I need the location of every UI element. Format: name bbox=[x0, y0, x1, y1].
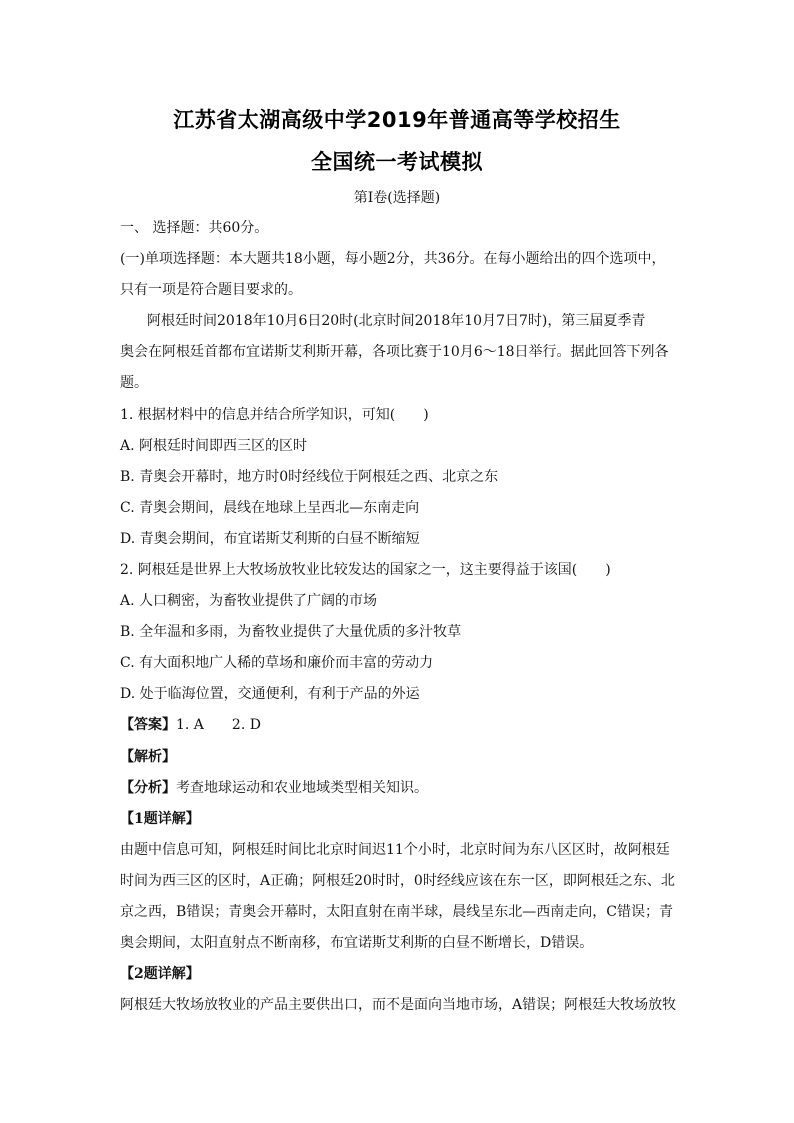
passage-line: 阿根廷时间2018年10月6日20时(北京时间2018年10月7日7时)，第三届夏季青 bbox=[147, 313, 646, 329]
fenxi-text: 考查地球运动和农业地域类型相关知识。 bbox=[176, 780, 428, 796]
question-1-option-c: C. 青奥会期间，晨线在地球上呈西北—东南走向 bbox=[120, 500, 420, 516]
question-1-option-b: B. 青奥会开幕时，地方时0时经线位于阿根廷之西、北京之东 bbox=[120, 469, 499, 485]
question-2: 2. 阿根廷是世界上大牧场放牧业比较发达的国家之一，这主要得益于该国( ) bbox=[120, 562, 611, 578]
passage-line: 奥会在阿根廷首都布宜诺斯艾利斯开幕，各项比赛于10月6～18日举行。据此回答下列各 bbox=[120, 344, 669, 360]
instruction-line: (一)单项选择题：本大题共18小题，每小题2分，共36分。在每小题给出的四个选项中， bbox=[120, 251, 666, 267]
passage-line: 题。 bbox=[120, 375, 148, 391]
question-2-option-c: C. 有大面积地广人稀的草场和廉价而丰富的劳动力 bbox=[120, 655, 434, 671]
analysis-tag: 【解析】 bbox=[120, 749, 176, 765]
answer-value: 1. A 2. D bbox=[176, 717, 261, 733]
question-1: 1. 根据材料中的信息并结合所学知识，可知( ) bbox=[120, 407, 429, 423]
detail-1-line: 京之西，B错误；青奥会开幕时，太阳直射在南半球，晨线呈东北—西南走向，C错误；青 bbox=[120, 904, 673, 920]
question-2-option-b: B. 全年温和多雨，为畜牧业提供了大量优质的多汁牧草 bbox=[120, 624, 462, 640]
answer-tag: 【答案】 bbox=[120, 717, 176, 733]
section-heading: 一、 选择题：共60分。 bbox=[120, 220, 269, 236]
fenxi-line bbox=[120, 779, 428, 797]
answer-line bbox=[120, 716, 261, 734]
detail-2-line: 阿根廷大牧场放牧业的产品主要供出口，而不是面向当地市场，A错误；阿根廷大牧场放牧 bbox=[120, 997, 677, 1013]
question-2-option-d: D. 处于临海位置，交通便利，有利于产品的外运 bbox=[120, 686, 420, 702]
volume-heading: 第Ⅰ卷(选择题) bbox=[353, 190, 441, 206]
question-1-option-d: D. 青奥会期间，布宜诺斯艾利斯的白昼不断缩短 bbox=[120, 531, 420, 547]
instruction-line: 只有一项是符合题目要求的。 bbox=[120, 282, 302, 298]
document-title: 江苏省太湖高级中学2019年普通高等学校招生 bbox=[173, 108, 621, 132]
detail-1-line: 时间为西三区的区时，A正确；阿根廷20时时，0时经线应该在东一区，即阿根廷之东、北 bbox=[120, 873, 675, 889]
detail-1-line: 奥会期间，太阳直射点不断南移，布宜诺斯艾利斯的白昼不断增长，D错误。 bbox=[120, 935, 594, 951]
document-title-line2: 全国统一考试模拟 bbox=[311, 150, 483, 174]
fenxi-tag: 【分析】 bbox=[120, 780, 176, 796]
question-2-option-a: A. 人口稠密，为畜牧业提供了广阔的市场 bbox=[120, 593, 378, 609]
question-1-option-a: A. 阿根廷时间即西三区的区时 bbox=[120, 438, 308, 454]
detail-1-tag: 【1题详解】 bbox=[120, 811, 200, 827]
detail-1-line: 由题中信息可知，阿根廷时间比北京时间迟11个小时，北京时间为东八区区时，故阿根廷 bbox=[120, 842, 670, 858]
detail-2-tag: 【2题详解】 bbox=[120, 966, 200, 982]
